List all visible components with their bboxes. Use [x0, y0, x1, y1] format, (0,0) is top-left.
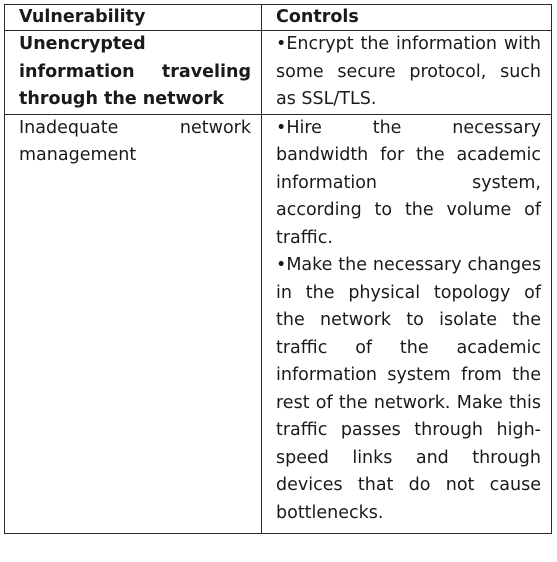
- vulnerability-cell: Unencrypted information traveling through the network: [5, 31, 262, 115]
- table-row: [5, 31, 552, 115]
- control-text: Hire the necessary bandwidth for the academic information system, according to the volume of traffic.: [276, 117, 541, 248]
- bullet-icon: •: [276, 117, 287, 138]
- control-item: [276, 252, 541, 527]
- header-vulnerability: Vulnerability: [5, 5, 262, 31]
- table-header-row: [5, 5, 552, 31]
- controls-cell: [262, 31, 552, 115]
- control-item: [276, 31, 541, 114]
- control-item: [276, 115, 541, 253]
- vulnerability-cell: Inadequate network management: [5, 114, 262, 534]
- bullet-icon: •: [276, 255, 287, 275]
- control-text: Encrypt the information with some secure protocol, such as SSL/TLS.: [276, 34, 541, 109]
- vulnerability-controls-table: [4, 4, 552, 534]
- control-text: Make the necessary changes in the physical topology of the network to isolate the traffic of the academic information system from the rest of the network. Make this traffic passes through high-speed links and through devices that do not cause bottlenecks.: [276, 255, 541, 523]
- header-controls: Controls: [262, 5, 552, 31]
- controls-cell: [262, 114, 552, 534]
- table-row: [5, 114, 552, 534]
- bullet-icon: •: [276, 34, 287, 54]
